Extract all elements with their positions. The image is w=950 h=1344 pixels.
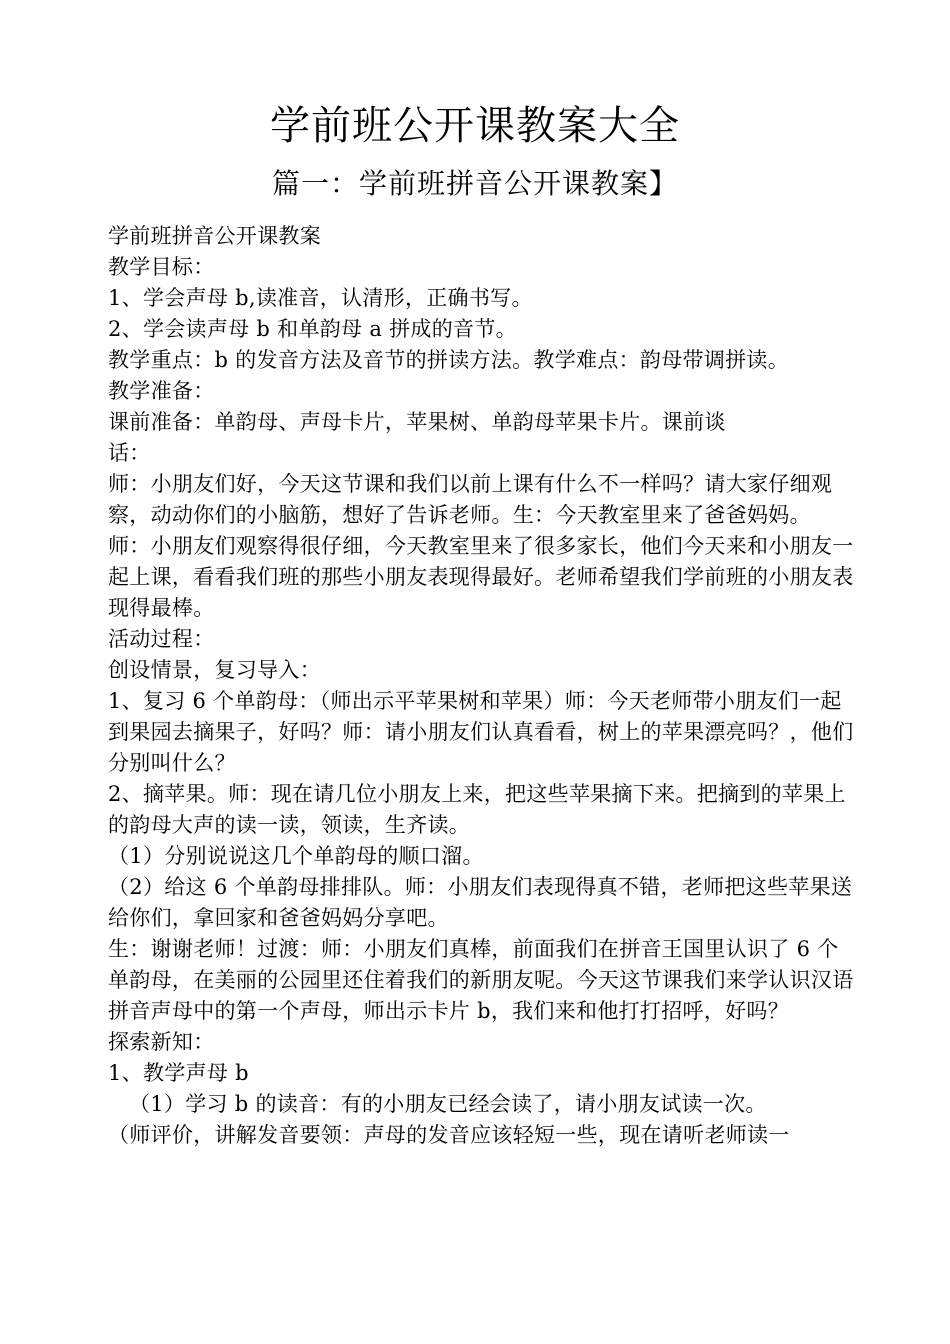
paragraph: 1、学会声母 b,读准音，认清形，正确书写。 (108, 286, 533, 310)
paragraph: 2、学会读声母 b 和单韵母 a 拼成的音节。 (108, 317, 517, 341)
paragraph: 教学准备： (108, 379, 215, 403)
paragraph: 1、教学声母 b (108, 1061, 249, 1085)
paragraph: 师：小朋友们好，今天这节课和我们以前上课有什么不一样吗？请大家仔细观察，动动你们的小脑筋，想好了告诉老师。生：今天教室里来了爸爸妈妈。 (108, 472, 833, 527)
document-body (108, 221, 858, 1151)
paragraph: 师：小朋友们观察得很仔细，今天教室里来了很多家长，他们今天来和小朋友一起上课，看看我们班的那些小朋友表现得最好。老师希望我们学前班的小朋友表现得最棒。 (108, 534, 854, 620)
paragraph: 创设情景，复习导入： (108, 658, 321, 682)
paragraph: 学前班拼音公开课教案 (108, 224, 321, 248)
paragraph: （师评价，讲解发音要领：声母的发音应该轻短一些，现在请听老师读一 (108, 1123, 790, 1147)
paragraph: 课前准备：单韵母、声母卡片，苹果树、单韵母苹果卡片。课前谈 (108, 410, 726, 434)
paragraph: （1）学习 b 的读音：有的小朋友已经会读了，请小朋友试读一次。 (108, 1092, 767, 1116)
paragraph: 话： (108, 441, 151, 465)
paragraph: 教学目标： (108, 255, 215, 279)
paragraph: 1、复习 6 个单韵母：（师出示平苹果树和苹果）师：今天老师带小朋友们一起到果园去摘果子，好吗？师：请小朋友们认真看看，树上的苹果漂亮吗？，他们分别叫什么？ (108, 689, 854, 775)
paragraph: 活动过程： (108, 627, 215, 651)
paragraph: 生：谢谢老师！过渡：师：小朋友们真棒，前面我们在拼音王国里认识了 6 个单韵母，在美丽的公园里还住着我们的新朋友呢。今天这节课我们来学认识汉语拼音声母中的第一个声母，师出示卡片 b，我们来和他打打招呼，好吗？ (108, 937, 854, 1023)
paragraph: 2、摘苹果。师：现在请几位小朋友上来，把这些苹果摘下来。把摘到的苹果上的韵母大声的读一读，领读，生齐读。 (108, 782, 846, 837)
page-title: 学前班公开课教案大全 (270, 103, 680, 149)
section-heading: 篇一：学前班拼音公开课教案】 (271, 167, 678, 200)
paragraph: 教学重点：b 的发音方法及音节的拼读方法。教学难点：韵母带调拼读。 (108, 348, 790, 372)
paragraph: 探索新知： (108, 1030, 215, 1054)
paragraph: （2）给这 6 个单韵母排排队。师：小朋友们表现得真不错，老师把这些苹果送给你们，拿回家和爸爸妈妈分享吧。 (108, 875, 853, 930)
paragraph: （1）分别说说这几个单韵母的顺口溜。 (108, 844, 484, 868)
